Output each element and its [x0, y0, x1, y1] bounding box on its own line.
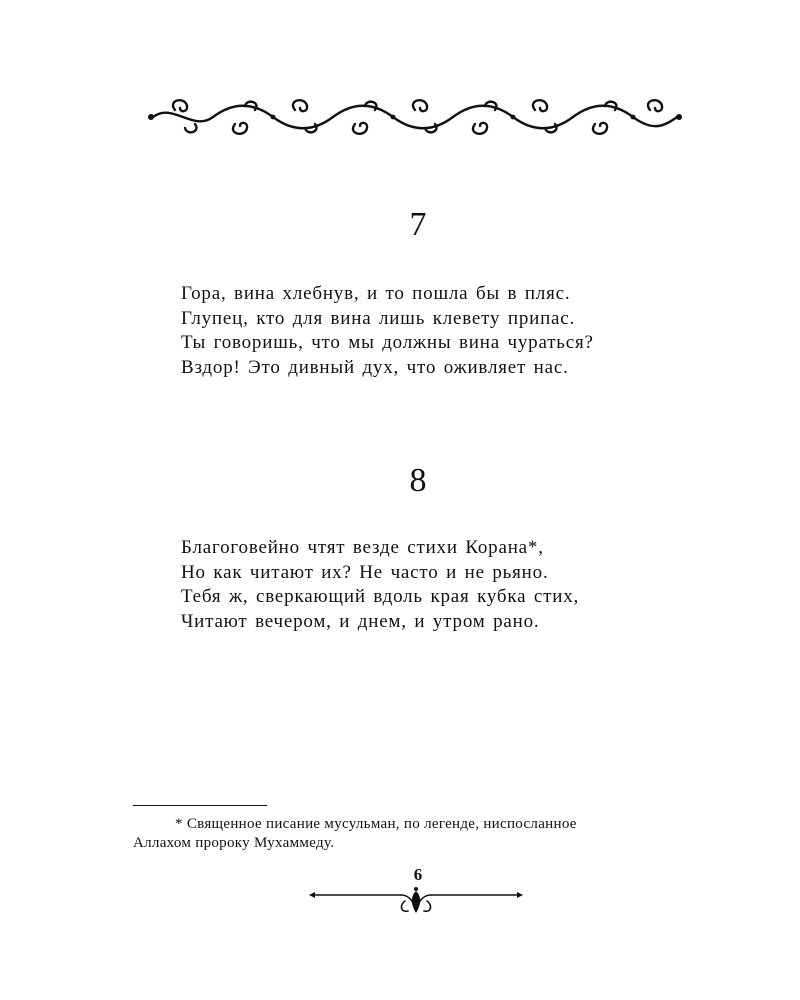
- footnote: [133, 815, 708, 853]
- poem-line: Тебя ж, сверкающий вдоль края кубка стих,: [181, 586, 580, 607]
- poem-line: Глупец, кто для вина лишь клевету припас.: [181, 307, 576, 329]
- poem-line: Гора, вина хлебнув, и то пошла бы в пляс.: [181, 283, 571, 304]
- poem-number-7: 7: [409, 206, 427, 243]
- poem-line: Читают вечером, и днем, и утром рано.: [181, 610, 540, 632]
- poem-7-stanza: [181, 282, 701, 380]
- top-scroll-ornament: [145, 96, 685, 138]
- footnote-line: * Священное писание мусульман, по легенде, ниспосланное: [175, 816, 577, 832]
- poem-line: Но как читают их? Не часто и не рьяно.: [181, 561, 549, 583]
- poem-8-stanza: [181, 536, 701, 634]
- poem-line: Вздор! Это дивный дух, что оживляет нас.: [181, 356, 569, 378]
- page-number: 6: [413, 865, 423, 884]
- poem-line: Благоговейно чтят везде стихи Корана*,: [181, 537, 544, 558]
- poem-line: Ты говоришь, что мы должны вина чураться?: [181, 332, 594, 353]
- footnote-line: Аллахом пророку Мухаммеду.: [133, 835, 335, 851]
- poem-number-8: 8: [409, 462, 427, 499]
- footnote-divider: [133, 805, 267, 806]
- bottom-fleuron-ornament: [305, 883, 527, 919]
